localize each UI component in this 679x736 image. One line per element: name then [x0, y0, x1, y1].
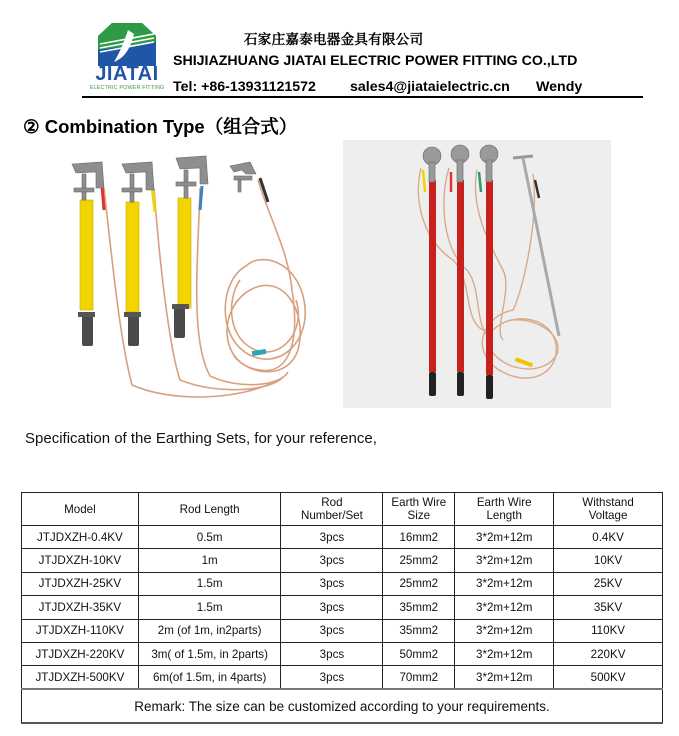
cell-wire-length: 3*2m+12m: [455, 666, 554, 689]
cell-wire-size: 35mm2: [383, 596, 455, 619]
cell-model: JTJDXZH-500KV: [22, 666, 139, 689]
header-model: Model: [22, 493, 139, 526]
table-row: [22, 526, 663, 549]
logo-octagon-icon: [84, 22, 170, 66]
cell-rod-length: 1m: [138, 549, 281, 572]
logo-brand: JIATAI: [95, 63, 159, 85]
cell-rod-number: 3pcs: [281, 549, 383, 572]
cell-wire-size: 70mm2: [383, 666, 455, 689]
table-row: [22, 666, 663, 689]
section-title-en: ② Combination Type: [23, 116, 205, 137]
table-row: [22, 549, 663, 572]
cell-rod-length: 3m( of 1.5m, in 2parts): [138, 642, 281, 665]
cell-voltage: 500KV: [554, 666, 663, 689]
cell-wire-size: 25mm2: [383, 572, 455, 595]
cell-voltage: 35KV: [554, 596, 663, 619]
header-divider: [82, 96, 643, 98]
header-withstand-voltage: Withstand Voltage: [554, 493, 663, 526]
contact-email: sales4@jiataielectric.cn: [350, 79, 510, 95]
spec-intro-text: Specification of the Earthing Sets, for your reference,: [25, 430, 377, 447]
section-title-cn: （组合式）: [204, 117, 298, 138]
cell-model: JTJDXZH-25KV: [22, 572, 139, 595]
contact-person: Wendy: [536, 79, 583, 95]
cell-wire-size: 16mm2: [383, 526, 455, 549]
cell-wire-size: 50mm2: [383, 642, 455, 665]
cell-rod-number: 3pcs: [281, 572, 383, 595]
product-photo-red-rods: [343, 140, 611, 408]
cell-rod-number: 3pcs: [281, 526, 383, 549]
cell-rod-length: 1.5m: [138, 596, 281, 619]
cell-voltage: 10KV: [554, 549, 663, 572]
cell-rod-length: 6m(of 1.5m, in 4parts): [138, 666, 281, 689]
remark-text: Remark: The size can be customized according to your requirements.: [22, 689, 663, 723]
cell-wire-length: 3*2m+12m: [455, 526, 554, 549]
cell-wire-length: 3*2m+12m: [455, 642, 554, 665]
cell-rod-number: 3pcs: [281, 666, 383, 689]
spec-table: [21, 492, 663, 724]
company-logo: [84, 22, 170, 96]
cell-model: JTJDXZH-220KV: [22, 642, 139, 665]
cell-rod-length: 2m (of 1m, in2parts): [138, 619, 281, 642]
table-row: [22, 619, 663, 642]
cell-wire-size: 25mm2: [383, 549, 455, 572]
cell-rod-length: 1.5m: [138, 572, 281, 595]
logo-tagline: ELECTRIC POWER FITTING: [89, 85, 165, 91]
cell-rod-number: 3pcs: [281, 619, 383, 642]
company-name-cn: 石家庄嘉泰电器金具有限公司: [244, 32, 424, 48]
cell-rod-number: 3pcs: [281, 596, 383, 619]
table-header-row: [22, 493, 663, 526]
cell-rod-length: 0.5m: [138, 526, 281, 549]
cell-wire-length: 3*2m+12m: [455, 596, 554, 619]
cell-voltage: 110KV: [554, 619, 663, 642]
cell-model: JTJDXZH-0.4KV: [22, 526, 139, 549]
cell-wire-length: 3*2m+12m: [455, 549, 554, 572]
cell-model: JTJDXZH-110KV: [22, 619, 139, 642]
cell-voltage: 25KV: [554, 572, 663, 595]
contact-tel: Tel: +86-13931121572: [173, 79, 316, 95]
header-wire-size: Earth Wire Size: [383, 493, 455, 526]
cell-voltage: 0.4KV: [554, 526, 663, 549]
cell-voltage: 220KV: [554, 642, 663, 665]
cell-rod-number: 3pcs: [281, 642, 383, 665]
cell-wire-length: 3*2m+12m: [455, 619, 554, 642]
table-remark-row: [22, 689, 663, 723]
section-title: [23, 113, 297, 139]
table-row: [22, 596, 663, 619]
header-rod-length: Rod Length: [138, 493, 281, 526]
cell-model: JTJDXZH-35KV: [22, 596, 139, 619]
table-row: [22, 572, 663, 595]
cell-wire-size: 35mm2: [383, 619, 455, 642]
header-rod-number: Rod Number/Set: [281, 493, 383, 526]
header-wire-length: Earth Wire Length: [455, 493, 554, 526]
company-name-en: SHIJIAZHUANG JIATAI ELECTRIC POWER FITTING CO.,LTD: [173, 53, 578, 69]
product-photo-yellow-rods: [20, 140, 340, 410]
cell-model: JTJDXZH-10KV: [22, 549, 139, 572]
cell-wire-length: 3*2m+12m: [455, 572, 554, 595]
table-row: [22, 642, 663, 665]
